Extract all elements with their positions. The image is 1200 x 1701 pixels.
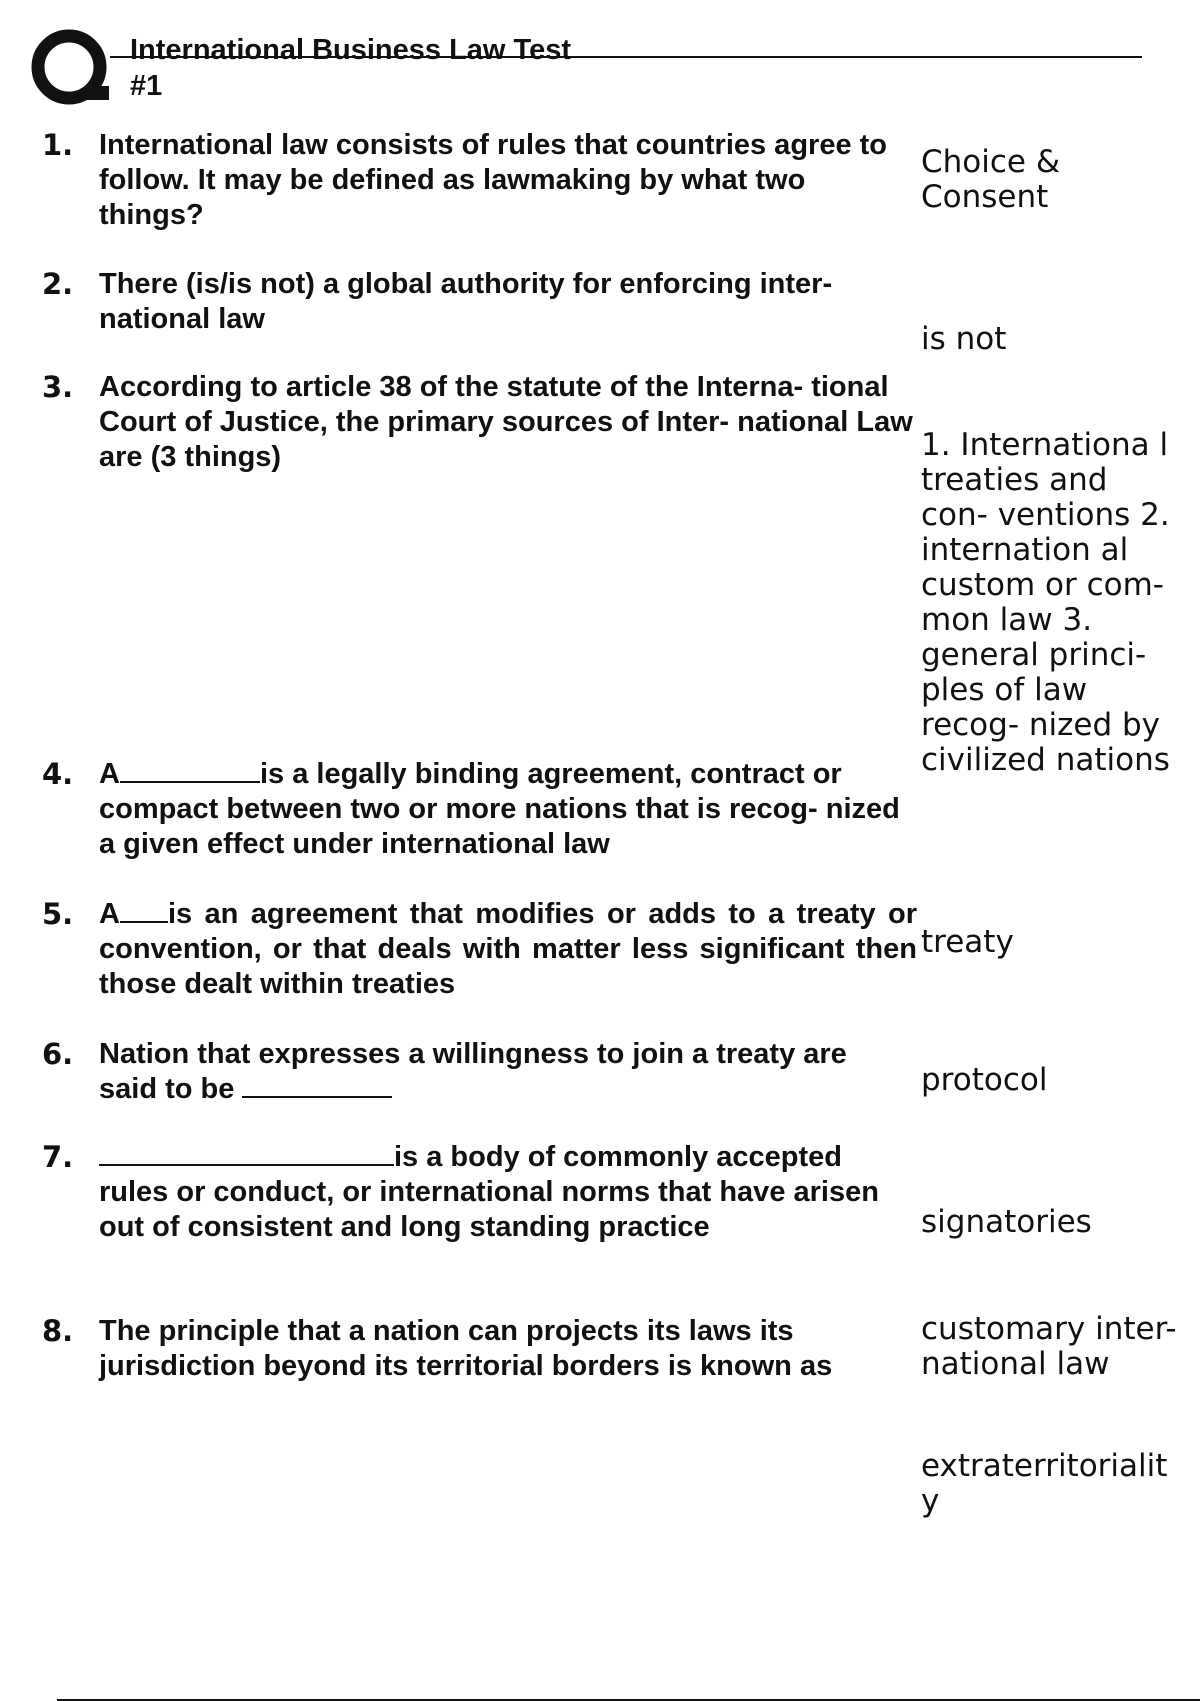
question-number: 7. — [42, 1140, 74, 1174]
answer-blank — [99, 1144, 394, 1166]
question-number: 1. — [42, 128, 74, 162]
answer-3: 1. Internationa l treaties and con- ventions 2. internation al custom or com- mon law 3. general princi- ples of law recog- nized by civilized nations — [921, 427, 1170, 778]
question-text-after: is an agreement that modifies or adds to a treaty or convention, or that deals with matter less significant then those dealt within treaties — [99, 898, 917, 1000]
question-text-after: is a legally binding agreement, contract or compact between two or more nations that is recog- nized a given effect under international law — [99, 758, 900, 860]
question-text: International law consists of rules that countries agree to follow. It may be defined as lawmaking by what two things? — [99, 129, 887, 231]
answer-blank — [242, 1076, 392, 1098]
answer-7: customary inter- national law — [921, 1311, 1177, 1382]
document-title-line1: International Business Law Test — [130, 34, 572, 66]
question-number: 6. — [42, 1037, 74, 1071]
answer-6: signatories — [921, 1204, 1092, 1240]
answer-5: protocol — [921, 1062, 1048, 1098]
question-text-before: Nation that expresses a willingness to join a treaty are said to be — [99, 1038, 847, 1105]
answer-4: treaty — [921, 924, 1014, 960]
question-text — [99, 1140, 879, 1245]
question-number: 5. — [42, 897, 74, 931]
question-text-before: A — [99, 758, 120, 790]
question-text — [99, 757, 909, 862]
document-title-line2: #1 — [130, 70, 163, 102]
answer-2: is not — [921, 321, 1007, 357]
question-text-before: A — [99, 898, 120, 930]
question-number: 2. — [42, 267, 74, 301]
question-text: The principle that a nation can projects its laws its jurisdiction beyond its territorial borders is known as — [99, 1315, 833, 1382]
question-number: 4. — [42, 757, 74, 791]
quizlet-logo-icon — [30, 28, 112, 110]
answer-blank — [120, 901, 168, 923]
question-text: There (is/is not) a global authority for enforcing inter- national law — [99, 268, 833, 335]
question-number: 8. — [42, 1314, 74, 1348]
header-rule — [110, 56, 1142, 58]
answer-blank — [120, 761, 260, 783]
question-text — [99, 1037, 889, 1107]
question-text: According to article 38 of the statute of the Interna- tional Court of Justice, the primary sources of Inter- national Law are (3 things) — [99, 371, 913, 473]
document-title — [130, 32, 571, 104]
question-number: 3. — [42, 370, 74, 404]
question-text — [99, 897, 917, 1002]
question-text-after: is a body of commonly accepted rules or conduct, or international norms that have arisen out of consistent and long standing practice — [99, 1141, 879, 1243]
answer-1: Choice & Consent — [921, 144, 1061, 215]
answer-8: extraterritorialit y — [921, 1448, 1168, 1519]
